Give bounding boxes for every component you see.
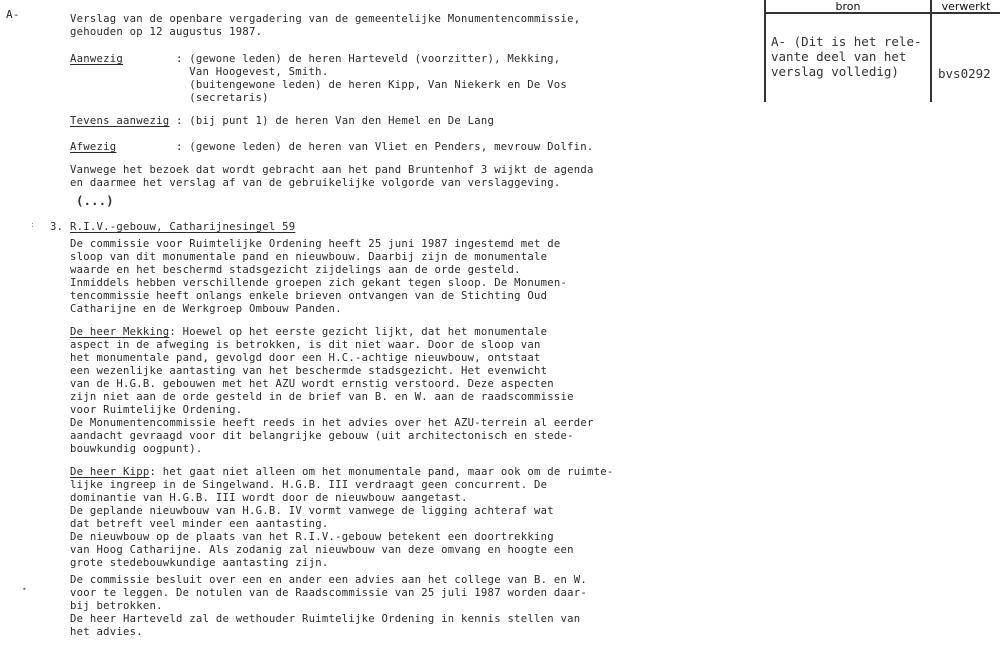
absent-text: : (gewone leden) de heren van Vliet en Penders, mevrouw Dolfin.: [176, 141, 594, 153]
box-header-verwerkt: verwerkt: [941, 0, 991, 13]
box-header-bron: bron: [835, 0, 861, 13]
decision-line-4: De heer Harteveld zal de wethouder Ruimtelijke Ordening in kennis stellen van: [70, 613, 581, 625]
report-title-line-1: Verslag van de openbare vergadering van de gemeentelijke Monumentencommissie,: [70, 13, 581, 25]
mekking-first-text: : Hoewel op het eerste gezicht lijkt, dat het monumentale: [169, 326, 548, 338]
present-label: Aanwezig: [70, 53, 124, 65]
absent-label: Afwezig: [70, 141, 117, 153]
decision-line-5: het advies.: [70, 626, 143, 638]
mekking-line-9: aandacht gevraagd voor dit belangrijke gebouw (uit architectonisch en stede-: [70, 430, 574, 442]
present-line-3: (buitengewone leden) de heren Kipp, Van Niekerk en De Vos: [176, 79, 568, 91]
mekking-line-3: het monumentale pand, gevolgd door een H.C.-achtige nieuwbouw, ontstaat: [70, 352, 541, 364]
kipp-line-5: dat betreft veel minder een aantasting.: [70, 518, 329, 530]
present-line-1: : (gewone leden) de heren Harteveld (voorzitter), Mekking,: [176, 53, 561, 65]
kipp-line-7: van Hoog Catharijne. Als zodanig zal nieuwbouw van deze omvang en hoogte een: [70, 544, 574, 556]
mekking-line-6: zijn niet aan de orde gesteld in de brief van B. en W. aan de raadscommissie: [70, 391, 574, 403]
mekking-line-5: van de H.G.B. gebouwen met het AZU wordt ernstig verstoord. Deze aspecten: [70, 378, 554, 390]
box-note-line-3: verslag volledig): [771, 64, 899, 79]
kipp-first-text: : het gaat niet alleen om het monumentale pand, maar ook om de ruimte-: [149, 466, 614, 478]
para1-line-5: tencommissie heeft onlangs enkele brieven ontvangen van de Stichting Oud: [70, 290, 548, 302]
box-left-border: [764, 0, 766, 102]
kipp-line-4: De geplande nieuwbouw van H.G.B. IV vormt vanwege de ligging achteraf wat: [70, 505, 554, 517]
decision-line-1: De commissie besluit over een en ander een advies aan het college van B. en W.: [70, 574, 587, 586]
intro-line-1: Vanwege het bezoek dat wordt gebracht aan het pand Bruntenhof 3 wijkt de agenda: [70, 164, 594, 176]
mekking-line-2: aspect in de afweging is betrokken, is dit niet waar. Door de sloop van: [70, 339, 541, 351]
item-number: 3.: [50, 221, 64, 233]
kipp-line-6: De nieuwbouw op de plaats van het R.I.V.-gebouw betekent een doortrekking: [70, 531, 554, 543]
mekking-line-8: De Monumentencommissie heeft reeds in het advies over het AZU-terrein al eerder: [70, 417, 594, 429]
mekking-first-line: [70, 326, 547, 339]
kipp-line-2: lijke ingreep in de Singelwand. H.G.B. III verdraagt geen concurrent. De: [70, 479, 548, 491]
present-line-4: (secretaris): [176, 92, 269, 104]
kipp-first-line: [70, 466, 614, 479]
para1-line-3: waarde en het beschermd stadsgezicht zijdelings aan de orde gesteld.: [70, 264, 521, 276]
para1-line-4: Inmiddels hebben verschillende groepen zich gekant tegen sloop. De Monumen-: [70, 277, 568, 289]
kipp-line-3: dominantie van H.G.B. III wordt door de nieuwbouw aangetast.: [70, 492, 468, 504]
box-note-line-2: vante deel van het: [771, 49, 907, 64]
decision-line-3: bij betrokken.: [70, 600, 163, 612]
intro-line-2: en daarmee het verslag af van de gebruikelijke volgorde van verslaggeving.: [70, 177, 561, 189]
also-present-text: : (bij punt 1) de heren Van den Hemel en De Lang: [176, 115, 495, 127]
kipp-line-8: grote stedebouwkundige aantasting zijn.: [70, 557, 329, 569]
para1-line-1: De commissie voor Ruimtelijke Ordening heeft 25 juni 1987 ingestemd met de: [70, 238, 561, 250]
box-column-divider: [930, 0, 932, 102]
mekking-line-10: bouwkundig oogpunt).: [70, 443, 203, 455]
ellipsis-mark: (...): [76, 193, 114, 208]
box-note-line-1: A- (Dit is het rele-: [771, 34, 922, 49]
item-title: R.I.V.-gebouw, Catharijnesingel 59: [70, 221, 296, 233]
also-present-label: Tevens aanwezig: [70, 115, 170, 127]
scan-speck: :: [30, 220, 36, 229]
mekking-line-7: voor Ruimtelijke Ordening.: [70, 404, 243, 416]
para1-line-6: Catharijne en de Werkgroep Ombouw Panden.: [70, 303, 342, 315]
scan-dot: •: [22, 585, 28, 594]
kipp-label: De heer Kipp: [70, 466, 150, 478]
mekking-line-4: een wezenlijke aantasting van het beschermde stadsgezicht. Het evenwicht: [70, 365, 548, 377]
margin-marker: A-: [6, 8, 20, 21]
present-line-2: Van Hoogevest, Smith.: [176, 66, 329, 78]
decision-line-2: voor te leggen. De notulen van de Raadscommissie van 25 juli 1987 worden daar-: [70, 587, 587, 599]
para1-line-2: sloop van dit monumentale pand en nieuwbouw. Daarbij zijn de monumentale: [70, 251, 548, 263]
box-code: bvs0292: [938, 66, 991, 81]
report-title-line-2: gehouden op 12 augustus 1987.: [70, 26, 263, 38]
mekking-label: De heer Mekking: [70, 326, 170, 338]
